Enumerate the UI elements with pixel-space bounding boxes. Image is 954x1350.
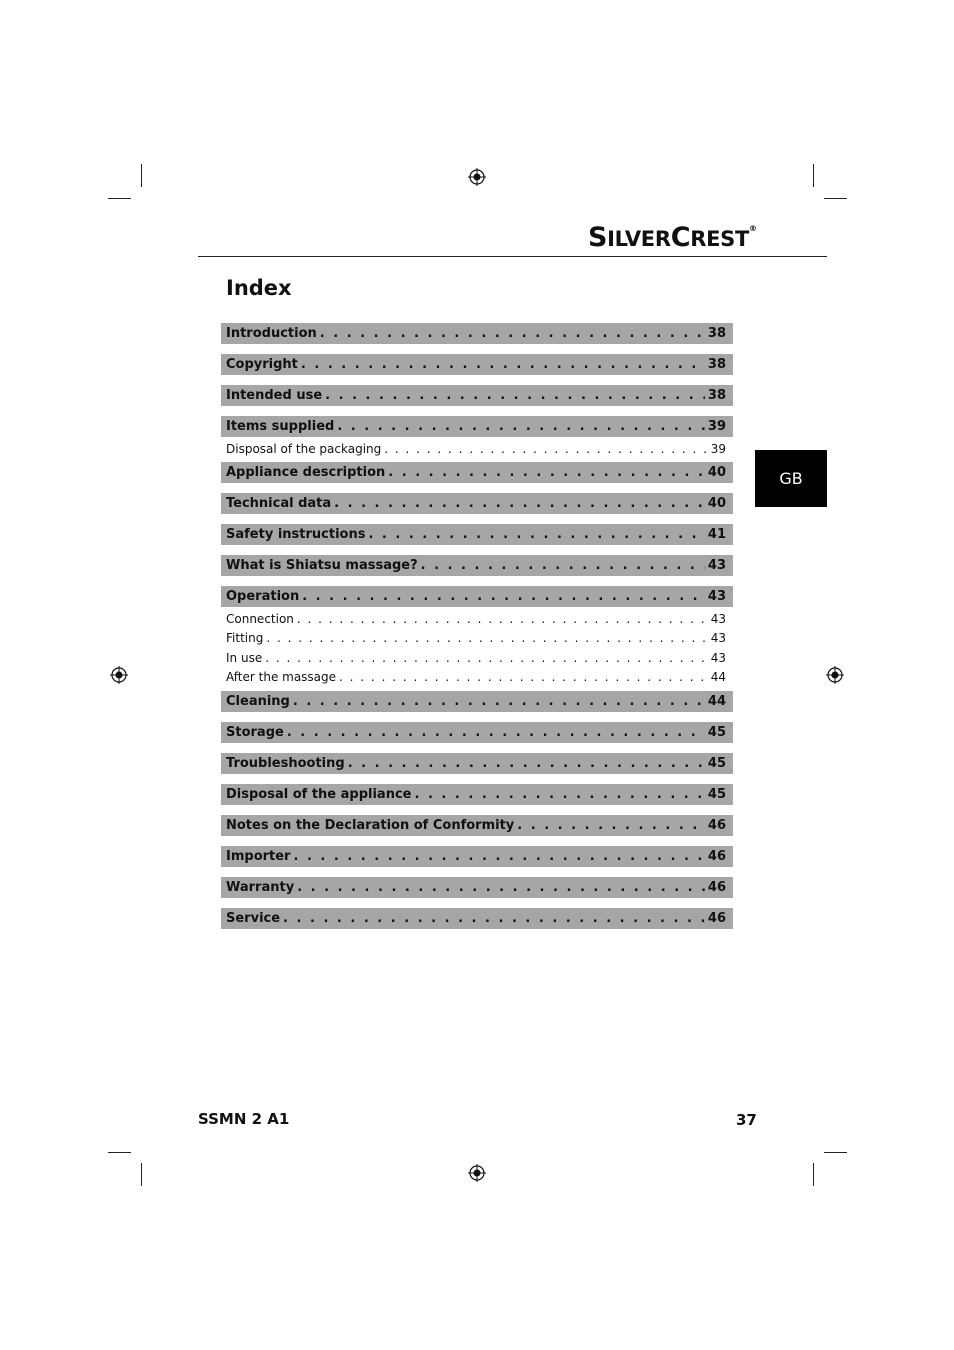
crop-mark — [108, 1152, 131, 1153]
toc-leader-dots — [297, 880, 705, 895]
crop-mark — [824, 198, 847, 199]
toc-entry-page: 43 — [707, 589, 726, 605]
crop-mark — [141, 164, 142, 187]
toc-subentry[interactable] — [221, 609, 733, 628]
toc-entry-page: 45 — [707, 786, 726, 802]
toc-subentry[interactable] — [221, 439, 733, 458]
toc-subentry[interactable] — [221, 629, 733, 648]
toc-entry[interactable] — [221, 354, 733, 375]
crop-mark — [824, 1152, 847, 1153]
toc-entry-label: Operation — [226, 589, 300, 605]
toc-entry[interactable] — [221, 722, 733, 743]
toc-leader-dots — [297, 612, 708, 626]
toc-leader-dots — [368, 527, 704, 542]
toc-leader-dots — [320, 326, 705, 341]
crop-mark — [141, 1163, 142, 1186]
toc-subentry-page: 43 — [710, 631, 726, 646]
crop-mark — [813, 1163, 814, 1186]
toc-subentry-label: In use — [226, 650, 263, 665]
toc-entry-label: Cleaning — [226, 693, 290, 709]
toc-entry[interactable] — [221, 555, 733, 576]
toc-subentry-page: 39 — [710, 441, 726, 456]
brand-logo: SILVERCREST® — [588, 222, 757, 253]
toc-leader-dots — [293, 694, 705, 709]
toc-entry-label: What is Shiatsu massage? — [226, 558, 418, 574]
model-number: SSMN 2 A1 — [198, 1110, 290, 1128]
toc-subentry-label: Fitting — [226, 631, 264, 646]
toc-entry-page: 46 — [707, 910, 726, 926]
toc-entry-label: Copyright — [226, 357, 298, 372]
toc-subentry-label: After the massage — [226, 670, 337, 685]
toc-leader-dots — [337, 419, 705, 434]
toc-entry[interactable] — [221, 385, 733, 406]
registration-mark-icon — [826, 666, 844, 684]
toc-subentry-label: Connection — [226, 612, 294, 627]
toc-entry-page: 41 — [707, 527, 726, 543]
toc-entry-page: 39 — [707, 419, 726, 434]
language-tab: GB — [755, 450, 827, 507]
toc-leader-dots — [301, 357, 705, 372]
toc-entry[interactable] — [221, 416, 733, 437]
toc-entry-page: 46 — [707, 817, 726, 833]
registration-mark-icon — [110, 666, 128, 684]
toc-leader-dots — [325, 388, 705, 403]
toc-entry-label: Items supplied — [226, 419, 335, 434]
toc-leader-dots — [384, 442, 707, 456]
registration-mark-icon — [468, 1164, 486, 1182]
toc-entry-label: Introduction — [226, 326, 317, 341]
toc-entry-label: Technical data — [226, 496, 332, 512]
toc-leader-dots — [287, 725, 705, 740]
toc-leader-dots — [415, 787, 705, 802]
toc-entry[interactable] — [221, 323, 733, 344]
toc-entry[interactable] — [221, 586, 733, 607]
toc-subentry[interactable] — [221, 668, 733, 687]
toc-entry-label: Intended use — [226, 388, 323, 403]
toc-entry[interactable] — [221, 815, 733, 836]
toc-entry[interactable] — [221, 784, 733, 805]
toc-entry-page: 43 — [707, 558, 726, 574]
toc-entry-page: 46 — [707, 879, 726, 895]
toc-entry-page: 38 — [707, 326, 726, 341]
toc-entry-label: Troubleshooting — [226, 755, 345, 771]
toc-entry[interactable] — [221, 493, 733, 514]
toc-entry-page: 46 — [707, 848, 726, 864]
toc-leader-dots — [266, 631, 707, 645]
toc-entry[interactable] — [221, 877, 733, 898]
toc-leader-dots — [517, 818, 705, 833]
toc-entry-label: Appliance description — [226, 465, 386, 481]
toc-entry-label: Storage — [226, 724, 284, 740]
toc-entry[interactable] — [221, 462, 733, 483]
page-title: Index — [226, 276, 292, 300]
toc-leader-dots — [421, 558, 705, 573]
crop-mark — [108, 198, 131, 199]
header-rule — [198, 256, 827, 257]
toc-entry[interactable] — [221, 908, 733, 929]
toc-entry-label: Disposal of the appliance — [226, 786, 412, 802]
toc-entry-label: Notes on the Declaration of Conformity — [226, 817, 515, 833]
toc-entry[interactable] — [221, 753, 733, 774]
toc-leader-dots — [293, 849, 704, 864]
toc-entry-label: Service — [226, 910, 281, 926]
toc-entry-label: Importer — [226, 848, 291, 864]
toc-subentry-page: 43 — [710, 650, 726, 665]
crop-mark — [813, 164, 814, 187]
toc-leader-dots — [283, 911, 705, 926]
toc-entry[interactable] — [221, 691, 733, 712]
toc-entry-page: 40 — [707, 465, 726, 481]
toc-entry-page: 44 — [707, 693, 726, 709]
toc-leader-dots — [265, 651, 708, 665]
toc-entry-page: 40 — [707, 496, 726, 512]
toc-entry[interactable] — [221, 846, 733, 867]
toc-entry-page: 45 — [707, 724, 726, 740]
toc-leader-dots — [388, 465, 705, 480]
table-of-contents — [221, 323, 733, 929]
toc-leader-dots — [348, 756, 705, 771]
toc-subentry[interactable] — [221, 648, 733, 667]
toc-subentry-page: 43 — [710, 612, 726, 627]
toc-leader-dots — [334, 496, 705, 511]
page-number: 37 — [736, 1111, 757, 1129]
toc-entry-page: 45 — [707, 755, 726, 771]
toc-entry-page: 38 — [707, 357, 726, 372]
toc-entry-label: Safety instructions — [226, 527, 366, 543]
toc-entry[interactable] — [221, 524, 733, 545]
toc-leader-dots — [339, 670, 708, 684]
toc-entry-label: Warranty — [226, 879, 295, 895]
toc-subentry-label: Disposal of the packaging — [226, 441, 382, 456]
toc-leader-dots — [302, 589, 705, 604]
toc-entry-page: 38 — [707, 388, 726, 403]
registration-mark-icon — [468, 168, 486, 186]
toc-subentry-page: 44 — [710, 670, 726, 685]
